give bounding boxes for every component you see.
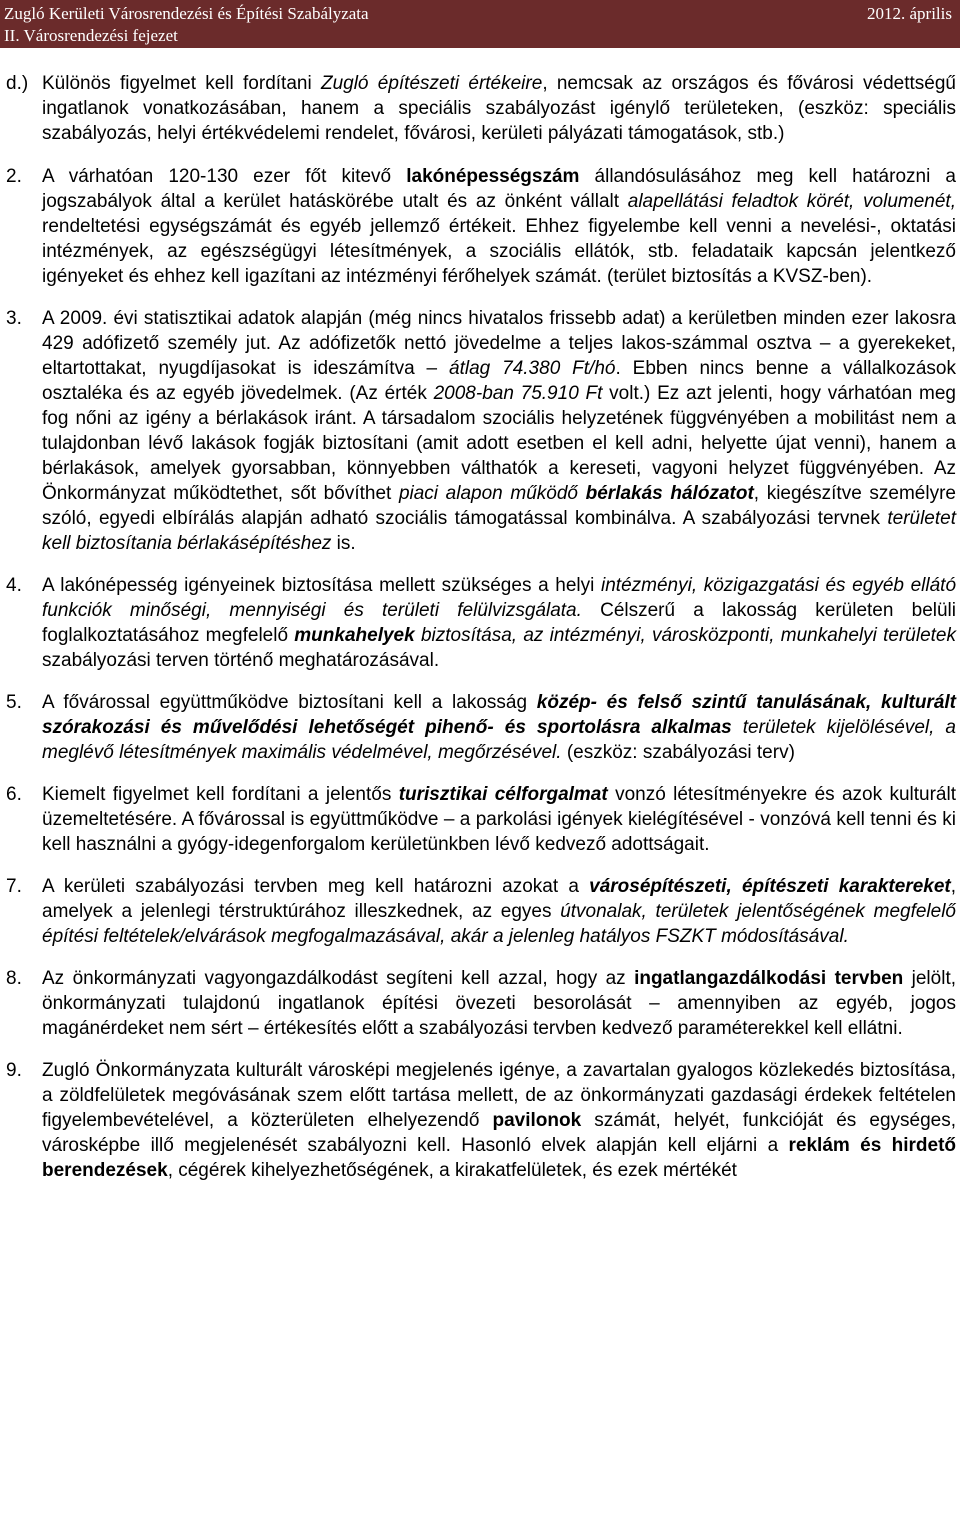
- section-9: [0, 1058, 960, 1183]
- section-text: , nemcsak az országos és fővárosi védettségű ingatlanok vonatkozásában, hanem a speciális szabályozást igénylő területeken, (eszköz: speciális szabályozás, helyi értékvédelemi rendelet, fővárosi, kerületi pályázati támogatások, stb.): [42, 73, 956, 144]
- section-text: Az önkormányzati vagyongazdálkodást segíteni kell azzal, hogy az: [42, 968, 635, 989]
- section-text: állandósulásához meg kell határozni a jogszabályok által a kerület hatáskörébe utalt és az önként vállalt: [42, 166, 956, 212]
- section-text: , amelyek a jelenlegi térstruktúrához illeszkednek, az egyes: [42, 876, 956, 922]
- section-text: A várhatóan 120-130 ezer főt kitevő: [42, 166, 407, 187]
- chapter-title: II. Városrendezési fejezet: [4, 26, 178, 45]
- emphasis-text: területet kell biztosítania bérlakásépítéshez: [42, 508, 956, 554]
- emphasis-text: pavilonok: [492, 1110, 582, 1131]
- section-text: Különös figyelmet kell fordítani: [42, 73, 321, 94]
- section-text: Kiemelt figyelmet kell fordítani a jelentős: [42, 784, 399, 805]
- section-7: [0, 874, 960, 949]
- emphasis-text: átlag 74.380 Ft/hó: [449, 358, 616, 379]
- section-2: [0, 164, 960, 289]
- emphasis-text: városépítészeti, építészeti karaktereket: [589, 876, 951, 897]
- section-8: [0, 966, 960, 1041]
- emphasis-text: piaci alapon működő: [398, 483, 586, 504]
- emphasis-text: reklám és hirdető berendezések: [42, 1135, 957, 1181]
- section-number: 7.: [6, 876, 22, 897]
- section-text: A 2009. évi statisztikai adatok alapján (még nincs hivatalos frissebb adat) a kerületben minden ezer lakosra 429 adófizető személy jut. Az adófizetők nettó jövedelme a teljes lakos-számmal osztva – a gyerekeket, eltartottakat, nyugdíjasokat is ideszámítva –: [42, 308, 956, 379]
- emphasis-text: útvonalak, területek jelentőségének megfelelő építési feltételek/elvárások megfogalmazásával, akár a jelenleg hatályos FSZKT módosításával.: [42, 901, 956, 947]
- page-header: [0, 0, 960, 48]
- section-text: . Ebben nincs benne a vállalkozások osztaléka és az egyéb jövedelmek. (Az érték: [42, 358, 957, 404]
- section-3: [0, 306, 960, 556]
- emphasis-text: közép- és felső szintű tanulásának, kulturált szórakozási és művelődési lehetőségét pihenő- és sportolásra alkalmas: [42, 692, 956, 738]
- section-number: d.): [6, 73, 29, 94]
- section-text: Zugló Önkormányzata kulturált városképi megjelenés igénye, a zavartalan gyalogos közlekedés biztosítása, a zöldfelületek megóvásának szem előtt tartása mellett, de az önkormányzati gazdasági érdekek feltételen figyelembevételével, a közterületen elhelyezendő: [42, 1060, 956, 1131]
- document-date: 2012. április: [867, 4, 952, 23]
- section-text: rendeltetési egységszámát és egyéb jellemző értékeit. Ehhez figyelembe kell venni a nevelési-, oktatási intézmények, az egészségügyi létesítmények, a szociális ellátók, stb. feladataik kapcsán jelentkező igényeket és ehhez kell igazítani az intézményi férőhelyek számát. (terület biztosítás a KVSZ-ben).: [42, 216, 956, 287]
- emphasis-text: területek kijelölésével, a meglévő létesítmények maximális védelmével, megőrzésével.: [42, 717, 956, 763]
- emphasis-text: turisztikai célforgalmat: [398, 784, 608, 805]
- section-text: A lakónépesség igényeinek biztosítása mellett szükséges a helyi: [42, 575, 601, 596]
- emphasis-text: 2008-ban 75.910 Ft: [433, 383, 603, 404]
- section-number: 9.: [6, 1060, 22, 1081]
- section-number: 2.: [6, 166, 22, 187]
- section-text: számát, helyét, funkcióját és egységes, városképbe illő megjelenését szabályozni kell. Hasonló elvek alapján kell eljárni a: [42, 1110, 956, 1156]
- section-number: 3.: [6, 308, 22, 329]
- emphasis-text: lakónépességszám: [406, 166, 580, 187]
- section-text: , kiegészítve személyre szóló, egyedi elbírálás alapján adható szociális támogatással kombinálva. A szabályozási tervnek: [42, 483, 956, 529]
- section-number: 4.: [6, 575, 22, 596]
- section-5: [0, 690, 960, 765]
- section-text: [732, 717, 743, 738]
- emphasis-text: biztosítása, az intézményi, városközponti, munkahelyi területek: [420, 625, 956, 646]
- section-text: Célszerű a lakosság kerületen belüli foglalkoztatásához megfelelő: [42, 600, 956, 646]
- emphasis-text: ingatlangazdálkodási tervben: [634, 968, 904, 989]
- section-text: , cégérek kihelyezhetőségének, a kirakatfelületek, és ezek mértékét: [167, 1160, 737, 1181]
- section-text: is.: [331, 533, 356, 554]
- section-6: [0, 782, 960, 857]
- emphasis-text: munkahelyek: [294, 625, 415, 646]
- section-number: 8.: [6, 968, 22, 989]
- section-text: A fővárossal együttműködve biztosítani kell a lakosság: [42, 692, 537, 713]
- document-body: [0, 71, 960, 1183]
- section-d: [0, 71, 960, 146]
- section-text: jelölt, önkormányzati tulajdonú ingatlanok építési övezeti besorolását – amennyiben az egyéb, jogos magánérdeket nem sért – értékesítés előtt a szabályozási tervben kedvező paraméterekkel kell ellátni.: [42, 968, 956, 1039]
- emphasis-text: intézményi, közigazgatási és egyéb ellátó funkciók minőségi, mennyiségi és területi felülvizsgálata.: [42, 575, 957, 621]
- section-number: 6.: [6, 784, 22, 805]
- section-text: A kerületi szabályozási tervben meg kell határozni azokat a: [42, 876, 590, 897]
- emphasis-text: Zugló építészeti értékeire: [320, 73, 543, 94]
- section-text: (eszköz: szabályozási terv): [561, 742, 795, 763]
- emphasis-text: bérlakás hálózatot: [585, 483, 754, 504]
- section-text: vonzó létesítményekre és azok kulturált üzemeltetésére. A fővárossal is együttműködve – a parkolási igények kielégítésével - vonzóvá kell tenni és ki kell használni a gyógy-idegenforgalom kerületünkben lévő kedvező adottságait.: [42, 784, 957, 855]
- section-text: volt.) Ez azt jelenti, hogy várhatóan meg fog nőni az igény a bérlakások iránt. A társadalom szociális helyzetének függvényében a mobilitást nem a tulajdonban lévő lakások fogják biztosítani (amit adott esetben el kell adni, helyette újat venni), hanem a bérlakások, amelyek gyorsabban, könnyebben válthatók a kereseti, vagyoni helyzet függvényében. Az Önkormányzat működtethet, sőt bővíthet: [42, 383, 956, 504]
- section-number: 5.: [6, 692, 22, 713]
- section-4: [0, 573, 960, 673]
- document-title: Zugló Kerületi Városrendezési és Építési Szabályzata: [4, 4, 369, 23]
- section-text: szabályozási terven történő meghatározásával.: [42, 650, 440, 671]
- emphasis-text: alapellátási feladtok körét, volumenét,: [627, 191, 956, 212]
